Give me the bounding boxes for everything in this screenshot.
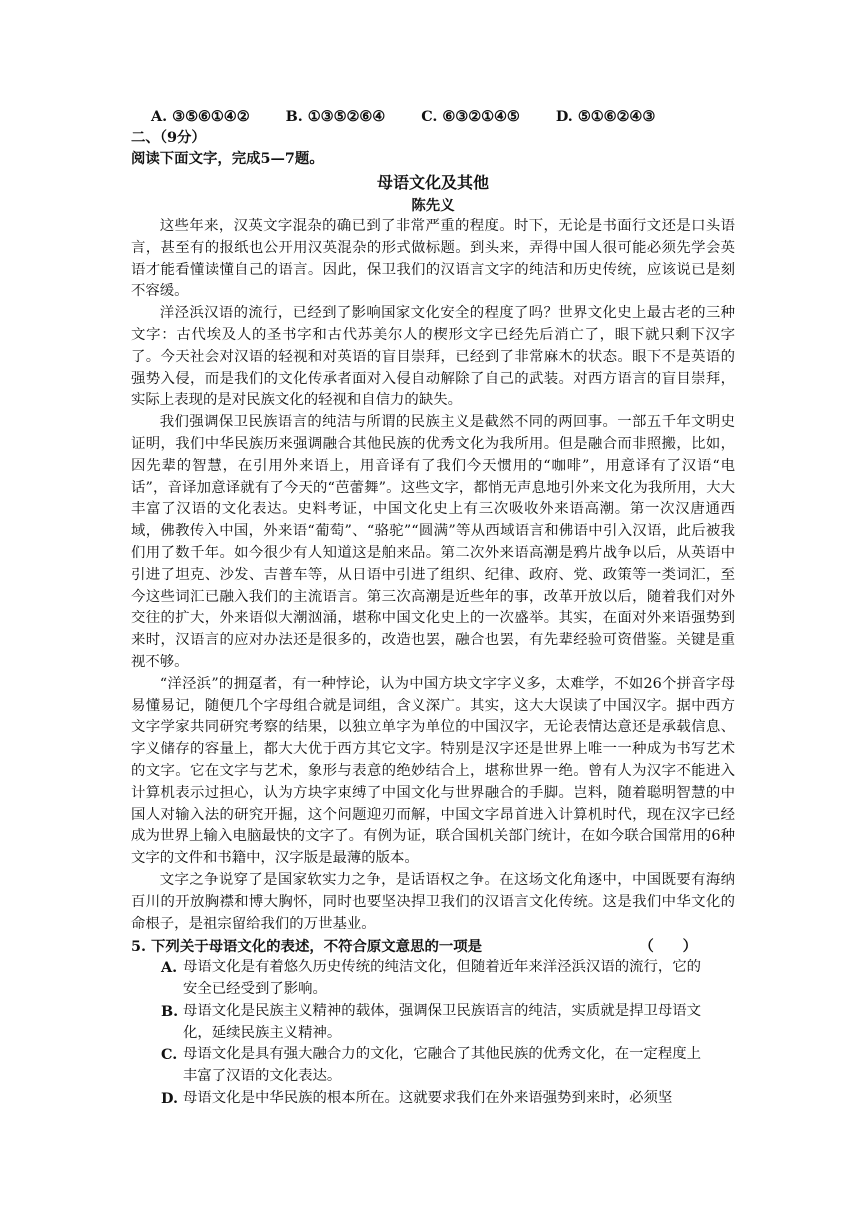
choice-c: [161, 1044, 735, 1088]
section-header: 二、（9分）: [131, 129, 206, 146]
choice-text: 母语文化是中华民族的根本所在。这就要求我们在外来语强势到来时，必须坚: [183, 1090, 673, 1107]
choice-text: 母语文化是民族主义精神的载体，强调保卫民族语言的纯洁，实质就是捍卫母语文化，延续民族主义精神。: [183, 1002, 702, 1041]
option-d: D. ⑤①⑥②④③: [555, 108, 656, 125]
article-paragraph-3: 我们强调保卫民族语言的纯洁与所谓的民族主义是截然不同的两回事。一部五千年文明史证明，我们中华民族历来强调融合其他民族的优秀文化为我所用。但是融合而非照搬，比如，因先辈的智慧，在引用外来语上，用音译有了我们今天惯用的“咖啡”，用意译有了汉语“电话”，音译加意译就有了今天的“芭蕾舞”。这些文字，都悄无声息地引外来文化为我所用，大大丰富了汉语的文化表达。史料考证，中国文化史上有三次吸收外来语高潮。第一次汉唐通西域，佛教传入中国，外来语“葡萄”、“骆驼”“圆满”等从西域语言和佛语中引入汉语，此后被我们用了数千年。如今很少有人知道这是舶来品。第二次外来语高潮是鸦片战争以后，从英语中引进了坦克、沙发、吉普车等，从日语中引进了组织、纪律、政府、党、政策等一类词汇，至今这些词汇已融入我们的主流语言。第三次高潮是近些年的事，改革开放以后，随着我们对外交往的扩大，外来语似大潮汹涌，堪称中国文化史上的一次盛举。其实，在面对外来语强势到来时，汉语言的应对办法还是很多的，改造也罢，融合也罢，有先辈经验可资借鉴。关键是重视不够。: [131, 414, 735, 670]
choice-text: 母语文化是具有强大融合力的文化，它融合了其他民族的优秀文化，在一定程度上丰富了汉语的文化表达。: [183, 1046, 702, 1085]
option-b: B. ①③⑤②⑥④: [285, 108, 386, 125]
previous-question-options: [151, 106, 735, 127]
article-paragraph-1: 这些年来，汉英文字混杂的确已到了非常严重的程度。时下，无论是书面行文还是口头语言，甚至有的报纸也公开用汉英混杂的形式做标题。到头来，弄得中国人很可能必须先学会英语才能看懂读懂自己的语言。因此，保卫我们的汉语言文字的纯洁和历史传统，应该说已是刻不容缓。: [131, 218, 735, 300]
reading-instruction: 阅读下面文字，完成5—7题。: [131, 150, 324, 167]
choice-a: [161, 957, 735, 1001]
question-5-text: 5. 下列关于母语文化的表述，不符合原文意思的一项是: [131, 938, 483, 956]
article-paragraph-4: “洋泾浜”的拥趸者，有一种悖论，认为中国方块文字字义多，太难学，不如26个拼音字母易懂易记，随便几个字母组合就是词组，含义深广。其实，这大大误读了中国汉字。据中西方文字学家共同研究考察的结果，以独立单字为单位的中国汉字，无论表情达意还是承载信息、字义储存的容量上，都大大优于西方其它文字。特别是汉字还是世界上唯一一种成为书写艺术的文字。它在文字与艺术，象形与表意的绝妙结合上，堪称世界一绝。曾有人为汉字不能进入计算机表示过担心，认为方块字束缚了中国文化与世界融合的手脚。岂料，随着聪明智慧的中国人对输入法的研究开掘，这个问题迎刃而解，中国文字昂首进入计算机时代，现在汉字已经成为世界上输入电脑最快的文字了。有例为证，联合国机关部门统计，在如今联合国常用的6种文字的文件和书籍中，汉字版是最薄的版本。: [131, 675, 735, 867]
page-content: [131, 106, 735, 1110]
choice-b: [161, 1001, 735, 1045]
choice-letter: A.: [161, 959, 178, 977]
choice-letter: D.: [161, 1090, 178, 1108]
choice-letter: C.: [161, 1046, 178, 1064]
answer-blank: （ ）: [639, 938, 697, 956]
article-title: 母语文化及其他: [376, 173, 489, 192]
choice-text: 母语文化是有着悠久历史传统的纯洁文化，但随着近年来洋泾浜汉语的流行，它的安全已经受到了影响。: [183, 959, 702, 998]
question-5-stem: [131, 936, 735, 957]
article-paragraph-5: 文字之争说穿了是国家软实力之争，是话语权之争。在这场文化角逐中，中国既要有海纳百川的开放胸襟和博大胸怀，同时也要坚决捍卫我们的汉语言文化传统。这是我们中华文化的命根子，是祖宗留给我们的万世基业。: [131, 871, 735, 932]
article-paragraph-2: 洋泾浜汉语的流行，已经到了影响国家文化安全的程度了吗？世界文化史上最古老的三种文字：古代埃及人的圣书字和古代苏美尔人的楔形文字已经先后消亡了，眼下就只剩下汉字了。今天社会对汉语的轻视和对英语的盲目崇拜，已经到了非常麻木的状态。眼下不是英语的强势入侵，而是我们的文化传承者面对入侵自动解除了自己的武装。对西方语言的盲目崇拜，实际上表现的是对民族文化的轻视和自信力的缺失。: [131, 305, 735, 409]
option-c: C. ⑥③②①④⑤: [421, 108, 520, 125]
choice-letter: B.: [161, 1002, 179, 1020]
option-a: A. ③⑤⑥①④②: [151, 108, 250, 125]
choice-d: [161, 1088, 735, 1110]
article-author: 陈先义: [411, 197, 455, 214]
